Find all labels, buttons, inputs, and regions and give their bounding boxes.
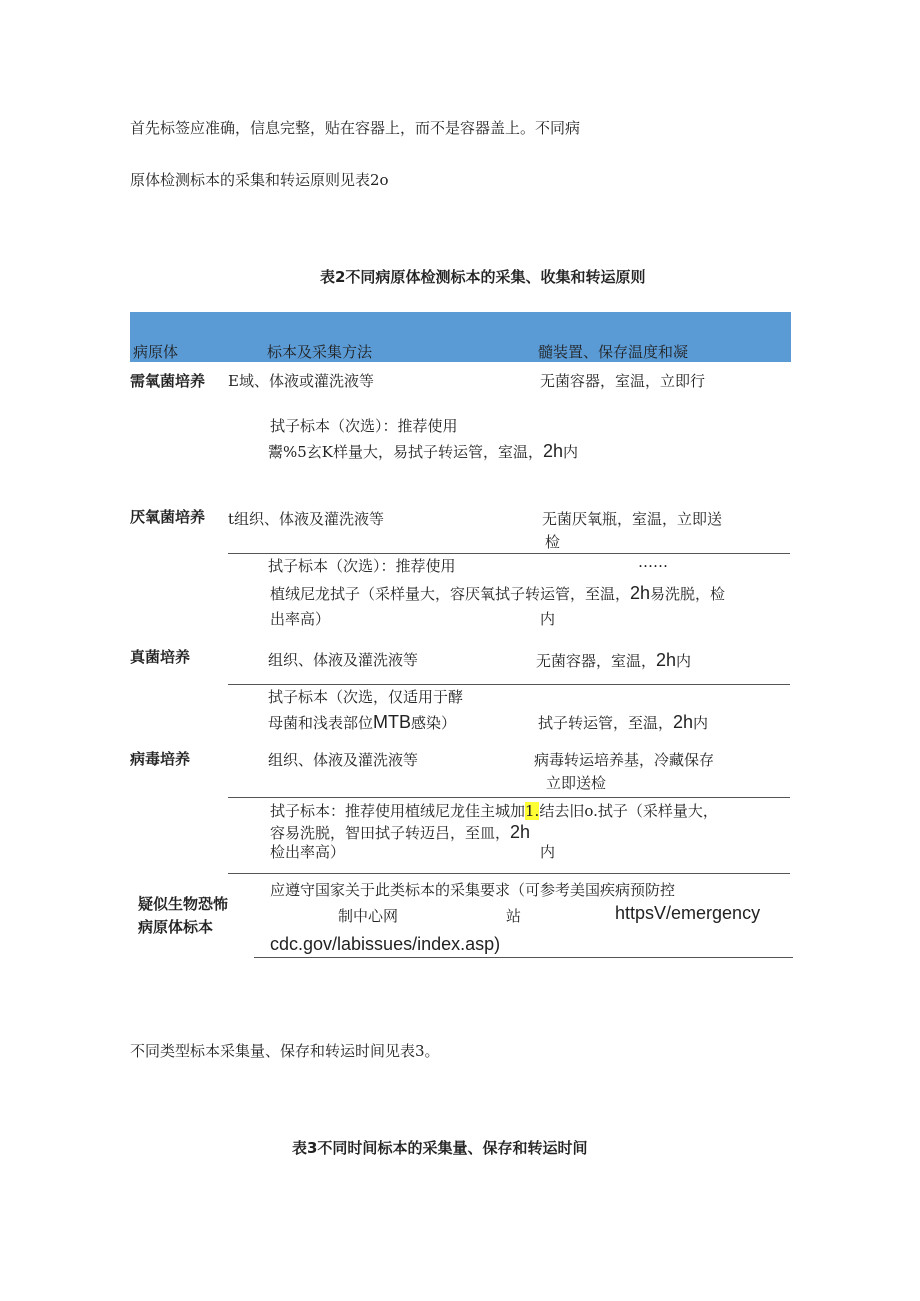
table2-header <box>130 312 791 362</box>
anaerobic-storage-1-line1: 无菌厌氧瓶，室温，立即送 <box>542 510 723 528</box>
divider-fungal <box>228 684 790 685</box>
row-name-anaerobic: 厌氧菌培养 <box>130 508 206 526</box>
bioterror-url-part2: cdc.gov/labissues/index.asp) <box>270 934 501 954</box>
fungal-method-2-line1: 拭子标本（次选，仅适用于酵 <box>268 688 464 706</box>
intro-line-1: 首先标签应准确，信息完整，贴在容器上，而不是容器盖上。不同病 <box>130 119 581 137</box>
bioterror-line2a: 制中心网 <box>338 907 399 925</box>
header-pathogen: 病原体 <box>133 343 179 361</box>
virus-method-2-line1: 拭子标本：推荐使用植绒尼龙佳主城加1.结去旧o.拭子（采样量大， <box>270 802 718 820</box>
fungal-method-2-line2: 母菌和浅表部位MTB感染） <box>268 712 457 732</box>
aerobic-method-1: E域、体液或灌洗液等 <box>228 372 374 390</box>
header-method: 标本及采集方法 <box>267 343 373 361</box>
table2-bottom-line <box>254 957 793 958</box>
row-name-aerobic: 需氧菌培养 <box>130 372 206 390</box>
anaerobic-dots: …… <box>638 553 668 571</box>
after-text: 不同类型标本采集量、保存和转运时间见表3。 <box>130 1042 440 1060</box>
aerobic-method-2-line1: 拭子标本（次选）：推荐使用 <box>270 417 458 435</box>
virus-method-1: 组织、体液及灌洗液等 <box>268 751 419 769</box>
aerobic-method-2-line2: 鬻%5玄K样量大，易拭子转运管，室温，2h内 <box>268 441 579 461</box>
row-name-bioterror-2: 病原体标本 <box>138 918 214 936</box>
virus-method-2-line3: 检出率高） <box>270 843 346 861</box>
anaerobic-method-2-line1: 拭子标本（次选）：推荐使用 <box>268 557 456 575</box>
row-name-virus: 病毒培养 <box>130 750 191 768</box>
bioterror-line1: 应遵守国家关于此类标本的采集要求（可参考美国疾病预防控 <box>270 881 676 899</box>
anaerobic-time-suffix: 内 <box>540 610 556 628</box>
highlight-mark: 1. <box>525 802 540 820</box>
divider-anaerobic <box>228 553 790 554</box>
virus-time-suffix: 内 <box>540 843 556 861</box>
anaerobic-method-2-line3: 出率高） <box>270 610 331 628</box>
fungal-storage-1: 无菌容器，室温，2h内 <box>536 650 692 670</box>
anaerobic-method-1: t组织、体液及灌洗液等 <box>228 510 385 528</box>
bioterror-line2b: 站 <box>506 907 522 925</box>
row-name-bioterror-1: 疑似生物恐怖 <box>138 895 229 913</box>
divider-bioterror <box>228 873 790 874</box>
anaerobic-method-2-line2: 植绒尼龙拭子（采样量大，容厌氧拭子转运管，至温，2h易洗脱，检 <box>270 583 726 603</box>
bioterror-url-part1: httpsV/emergency <box>615 903 761 923</box>
header-storage: 髓装置、保存温度和凝 <box>538 343 689 361</box>
intro-line-2: 原体检测标本的采集和转运原则见表2o <box>130 171 389 189</box>
fungal-method-1: 组织、体液及灌洗液等 <box>268 651 419 669</box>
virus-method-2-line2: 容易洗脱，智田拭子转迈吕，至皿，2h <box>270 822 531 842</box>
virus-storage-1-line2: 立即送检 <box>546 774 607 792</box>
table3-title: 表3不同时间标本的采集量、保存和转运时间 <box>292 1139 588 1157</box>
divider-virus <box>228 797 790 798</box>
table2-title: 表2不同病原体检测标本的采集、收集和转运原则 <box>320 268 646 286</box>
anaerobic-storage-1-line2: 检 <box>545 533 561 551</box>
aerobic-storage-1: 无菌容器，室温，立即行 <box>540 372 706 390</box>
row-name-fungal: 真菌培养 <box>130 648 191 666</box>
virus-storage-1-line1: 病毒转运培养基，冷藏保存 <box>534 751 715 769</box>
fungal-storage-2: 拭子转运管，至温，2h内 <box>538 712 709 732</box>
